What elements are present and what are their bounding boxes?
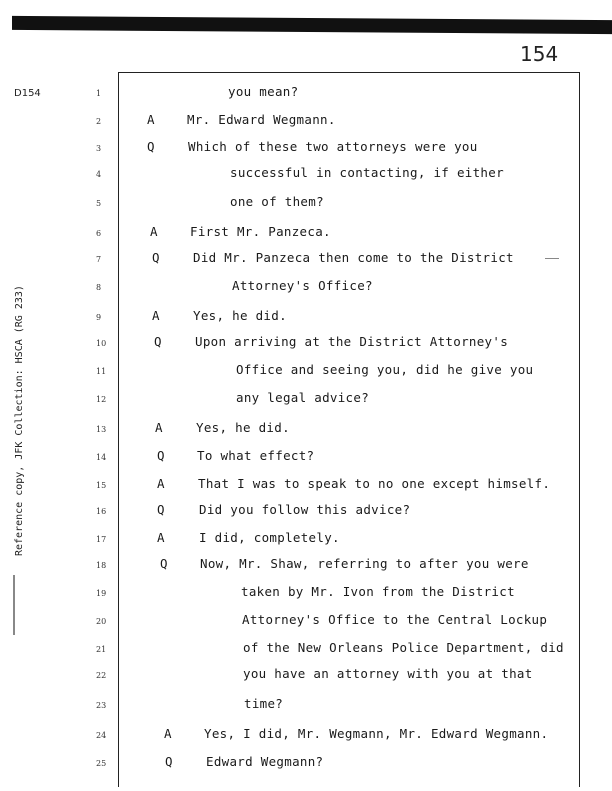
collection-note: Reference copy, JFK Collection: HSCA (RG 233)	[14, 285, 25, 556]
testimony-text: Yes, he did.	[193, 308, 287, 323]
testimony-text: Attorney's Office to the Central Lockup	[242, 612, 548, 627]
transcript-line	[0, 476, 612, 502]
testimony-text: Mr. Edward Wegmann.	[187, 112, 336, 127]
testimony-text: Edward Wegmann?	[206, 754, 324, 769]
speaker-label: Q	[165, 754, 173, 769]
line-number: 16	[96, 507, 107, 516]
line-number: 6	[96, 229, 102, 238]
speaker-label: Q	[160, 556, 168, 571]
speaker-label: A	[157, 476, 165, 491]
testimony-text: of the New Orleans Police Department, did	[243, 640, 564, 655]
testimony-text: That I was to speak to no one except himself.	[198, 476, 551, 491]
line-number: 18	[96, 561, 107, 570]
speaker-label: A	[164, 726, 172, 741]
testimony-text: Office and seeing you, did he give you	[236, 362, 534, 377]
transcript-line	[0, 420, 612, 446]
transcript-line	[0, 448, 612, 474]
line-number: 2	[96, 117, 102, 126]
transcript-line	[0, 390, 612, 416]
line-number: 23	[96, 701, 107, 710]
transcript-line	[0, 754, 612, 780]
line-number: 25	[96, 759, 107, 768]
transcript-line	[0, 84, 612, 110]
testimony-text: any legal advice?	[236, 390, 370, 405]
line-number: 20	[96, 617, 107, 626]
line-number: 15	[96, 481, 107, 490]
speaker-label: Q	[154, 334, 162, 349]
line-number: 24	[96, 731, 107, 740]
speaker-label: A	[150, 224, 158, 239]
transcript-line	[0, 308, 612, 334]
transcript-line	[0, 194, 612, 220]
transcript-line	[0, 666, 612, 692]
transcript-line	[0, 530, 612, 556]
line-number: 21	[96, 645, 107, 654]
transcript-line	[0, 224, 612, 250]
testimony-text: Yes, I did, Mr. Wegmann, Mr. Edward Wegmann.	[204, 726, 549, 741]
testimony-text: To what effect?	[197, 448, 315, 463]
line-number: 5	[96, 199, 102, 208]
testimony-text: successful in contacting, if either	[230, 165, 504, 180]
speaker-label: A	[147, 112, 155, 127]
speaker-label: Q	[157, 448, 165, 463]
line-number: 14	[96, 453, 107, 462]
line-number: 11	[96, 367, 107, 376]
testimony-text: taken by Mr. Ivon from the District	[241, 584, 515, 599]
speaker-label: A	[155, 420, 163, 435]
line-number: 10	[96, 339, 107, 348]
speaker-label: Q	[152, 250, 160, 265]
line-number: 17	[96, 535, 107, 544]
transcript-line	[0, 696, 612, 722]
line-number: 9	[96, 313, 102, 322]
testimony-text: Attorney's Office?	[232, 278, 373, 293]
speaker-label: Q	[157, 502, 165, 517]
testimony-text: Upon arriving at the District Attorney's	[195, 334, 509, 349]
line-number: 8	[96, 283, 102, 292]
testimony-text: Now, Mr. Shaw, referring to after you were	[200, 556, 529, 571]
scan-top-bar	[12, 16, 612, 34]
transcript-line	[0, 278, 612, 304]
testimony-text: time?	[244, 696, 284, 711]
testimony-text: First Mr. Panzeca.	[190, 224, 331, 239]
line-number: 1	[96, 89, 102, 98]
testimony-text: you mean?	[228, 84, 299, 99]
transcript-line	[0, 640, 612, 666]
testimony-text: one of them?	[230, 194, 324, 209]
page-number: 154	[520, 42, 559, 66]
line-number: 22	[96, 671, 107, 680]
line-number: 19	[96, 589, 107, 598]
transcript-line	[0, 139, 612, 165]
testimony-text: Did you follow this advice?	[199, 502, 411, 517]
speaker-label: A	[157, 530, 165, 545]
line-number: 3	[96, 144, 102, 153]
transcript-line	[0, 334, 612, 360]
transcript-line	[0, 612, 612, 638]
speaker-label: A	[152, 308, 160, 323]
testimony-text: you have an attorney with you at that	[243, 666, 533, 681]
speaker-label: Q	[147, 139, 155, 154]
transcript-line	[0, 726, 612, 752]
transcript-line	[0, 165, 612, 191]
line-number: 13	[96, 425, 107, 434]
testimony-text: I did, completely.	[199, 530, 340, 545]
transcript-line	[0, 556, 612, 582]
transcript-line	[0, 362, 612, 388]
testimony-text: Which of these two attorneys were you	[188, 139, 478, 154]
testimony-text: Yes, he did.	[196, 420, 290, 435]
transcript-line	[0, 502, 612, 528]
document-id: D154	[14, 88, 41, 99]
testimony-text: Did Mr. Panzeca then come to the District	[193, 250, 514, 265]
transcript-line	[0, 112, 612, 138]
line-number: 12	[96, 395, 107, 404]
line-number: 7	[96, 255, 102, 264]
transcript-line	[0, 584, 612, 610]
transcript-line	[0, 250, 612, 276]
line-number: 4	[96, 170, 102, 179]
